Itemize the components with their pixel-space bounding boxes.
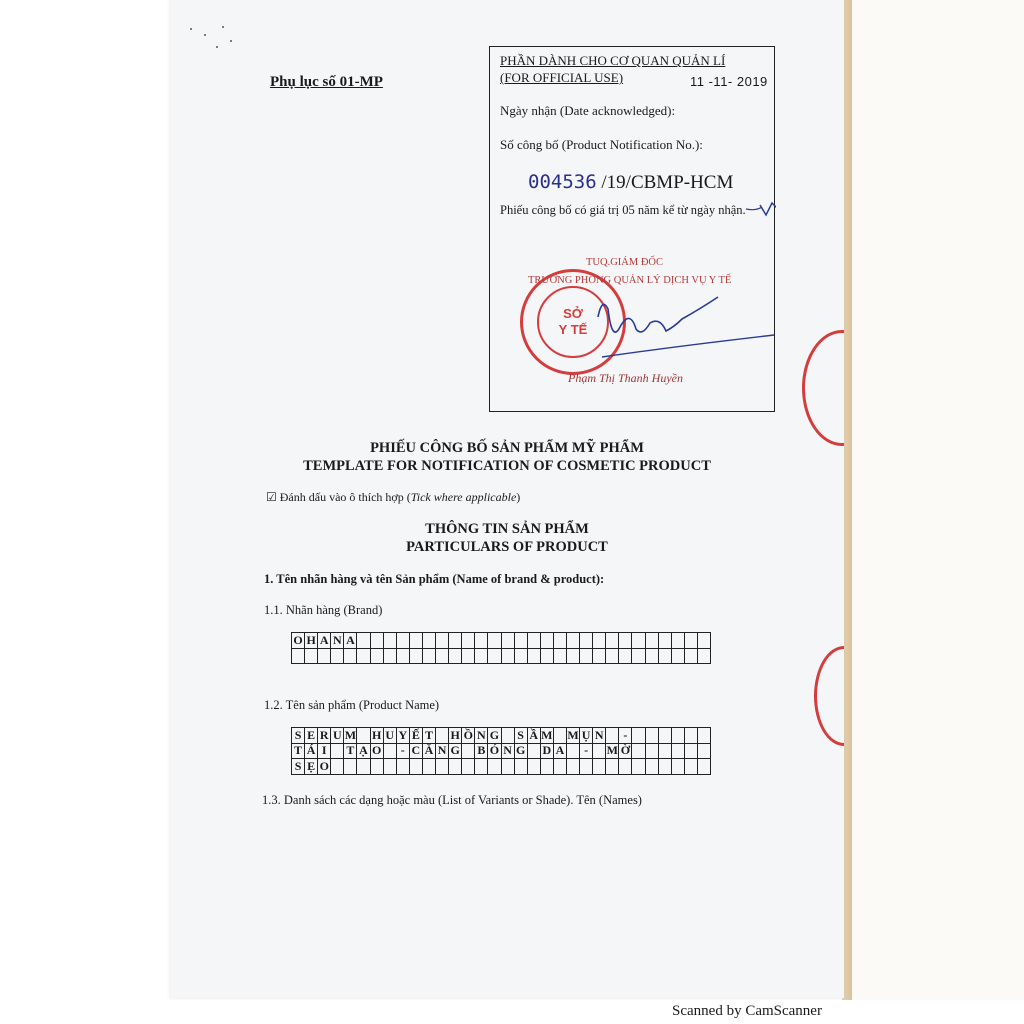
- signer-name: Phạm Thị Thanh Huyền: [568, 371, 683, 385]
- validity-note: Phiếu công bố có giá trị 05 năm kể từ ngày nhận.: [500, 203, 746, 217]
- grid-cell: N: [436, 743, 449, 759]
- grid-cell: [370, 759, 383, 775]
- grid-cell: [331, 759, 344, 775]
- grid-cell: [357, 633, 370, 649]
- grid-cell: [606, 759, 619, 775]
- grid-cell: [645, 759, 658, 775]
- grid-cell: [462, 633, 475, 649]
- grid-cell: [684, 759, 697, 775]
- grid-cell: [514, 759, 527, 775]
- grid-cell: [566, 633, 579, 649]
- grid-cell: [436, 648, 449, 664]
- grid-cell: [409, 648, 422, 664]
- signature-mark: [490, 47, 776, 413]
- grid-cell: G: [489, 727, 500, 742]
- grid-cell: [422, 759, 435, 775]
- grid-cell: [488, 633, 501, 649]
- received-date: 11 -11- 2019: [690, 74, 768, 89]
- grid-cell: [632, 633, 645, 649]
- grid-cell: [593, 633, 606, 649]
- grid-cell: [501, 759, 514, 775]
- grid-cell: H: [306, 632, 316, 647]
- grid-cell: Ă: [422, 743, 435, 759]
- date-acknowledged-label: Ngày nhận (Date acknowledged):: [500, 103, 676, 118]
- grid-cell: [606, 633, 619, 649]
- grid-cell: [553, 648, 566, 664]
- grid-cell: [357, 759, 370, 775]
- grid-cell: [370, 633, 383, 649]
- grid-cell: [475, 759, 488, 775]
- grid-cell: [553, 728, 566, 744]
- grid-cell: [436, 728, 449, 744]
- grid-cell: [619, 633, 632, 649]
- grid-cell: [540, 648, 553, 664]
- grid-cell: [501, 648, 514, 664]
- grid-cell: U: [331, 728, 344, 744]
- grid-cell: [475, 633, 488, 649]
- grid-cell: G: [515, 743, 526, 758]
- grid-cell: Ụ: [580, 728, 593, 744]
- grid-cell: [632, 743, 645, 759]
- grid-cell: M: [606, 743, 618, 758]
- grid-cell: B: [475, 743, 488, 759]
- particulars-en: PARTICULARS OF PRODUCT: [406, 539, 608, 555]
- grid-cell: [697, 648, 710, 664]
- grid-cell: [553, 759, 566, 775]
- notification-no-label: Số công bố (Product Notification No.):: [500, 137, 703, 152]
- grid-cell: [658, 743, 671, 759]
- notification-number-suffix: /19/CBMP-HCM: [596, 172, 734, 193]
- grid-cell: [409, 633, 422, 649]
- grid-cell: [671, 743, 684, 759]
- grid-cell: [606, 648, 619, 664]
- grid-cell: [606, 728, 619, 744]
- grid-cell: [645, 633, 658, 649]
- edge-seal-1: [802, 330, 844, 446]
- grid-cell: [331, 743, 344, 759]
- tick-instruction: [266, 490, 520, 505]
- grid-cell: [514, 633, 527, 649]
- grid-cell: [527, 633, 540, 649]
- grid-cell: O: [293, 632, 303, 647]
- tick-instruction-vi: ☑ Đánh dấu vào ô thích hợp (: [266, 490, 411, 504]
- grid-cell: [396, 759, 409, 775]
- grid-cell: [684, 633, 697, 649]
- grid-cell: [593, 648, 606, 664]
- grid-row: [292, 648, 711, 664]
- grid-cell: [383, 743, 396, 759]
- document-page: [170, 0, 844, 998]
- grid-cell: N: [593, 728, 606, 744]
- title-en: TEMPLATE FOR NOTIFICATION OF COSMETIC PRODUCT: [303, 458, 711, 474]
- grid-cell: N: [475, 728, 488, 744]
- grid-cell: [501, 633, 514, 649]
- particulars-vi: THÔNG TIN SẢN PHẨM: [425, 521, 589, 537]
- brand-label: 1.1. Nhãn hàng (Brand): [264, 603, 383, 617]
- grid-cell: [593, 759, 606, 775]
- grid-cell: [658, 648, 671, 664]
- grid-cell: [632, 759, 645, 775]
- grid-cell: [305, 648, 318, 664]
- grid-row: [292, 633, 711, 649]
- grid-cell: G: [450, 743, 460, 758]
- notification-number-stamp: 004536: [528, 171, 597, 193]
- grid-cell: Á: [305, 743, 318, 759]
- tick-instruction-en: Tick where applicable: [410, 490, 517, 504]
- department-title: TRƯỞNG PHÒNG QUẢN LÝ DỊCH VỤ Y TẾ: [528, 275, 732, 286]
- grid-cell: [331, 648, 344, 664]
- appendix-label: Phụ lục số 01-MP: [270, 74, 383, 90]
- grid-cell: [527, 759, 540, 775]
- grid-cell: Ồ: [463, 727, 473, 742]
- grid-cell: [436, 759, 449, 775]
- grid-cell: [540, 633, 553, 649]
- grid-cell: Ẹ: [305, 759, 318, 775]
- grid-cell: T: [292, 743, 305, 759]
- grid-cell: M: [541, 727, 553, 742]
- grid-cell: [580, 759, 593, 775]
- grid-cell: [462, 759, 475, 775]
- grid-cell: A: [344, 633, 357, 649]
- product-name-grid: [291, 727, 711, 775]
- grid-cell: [553, 633, 566, 649]
- grid-cell: S: [514, 728, 527, 744]
- grid-cell: [619, 759, 632, 775]
- grid-cell: R: [318, 728, 331, 744]
- tick-instruction-close: ): [516, 490, 521, 504]
- grid-cell: [436, 633, 449, 649]
- grid-cell: [566, 648, 579, 664]
- grid-cell: [409, 759, 422, 775]
- grid-cell: N: [501, 743, 514, 759]
- grid-cell: A: [553, 743, 566, 759]
- grid-row: [292, 743, 711, 759]
- grid-cell: Ờ: [620, 743, 631, 758]
- grid-cell: M: [344, 727, 357, 742]
- grid-cell: [697, 759, 710, 775]
- grid-cell: H: [450, 727, 460, 742]
- grid-cell: S: [292, 759, 305, 775]
- grid-cell: [658, 728, 671, 744]
- grid-cell: M: [567, 727, 579, 742]
- grid-cell: [684, 728, 697, 744]
- grid-cell: [449, 633, 462, 649]
- grid-cell: [462, 743, 475, 759]
- grid-cell: [527, 743, 540, 759]
- grid-cell: [645, 728, 658, 744]
- grid-cell: [344, 648, 357, 664]
- grid-cell: [370, 648, 383, 664]
- grid-cell: [527, 648, 540, 664]
- grid-cell: H: [371, 727, 382, 742]
- grid-cell: [383, 633, 396, 649]
- official-use-box: [489, 46, 775, 412]
- grid-cell: [580, 648, 593, 664]
- grid-cell: [697, 633, 710, 649]
- grid-cell: [383, 759, 396, 775]
- grid-cell: [449, 648, 462, 664]
- grid-cell: [645, 743, 658, 759]
- grid-cell: N: [331, 633, 344, 649]
- variants-label: 1.3. Danh sách các dạng hoặc màu (List of Variants or Shade). Tên (Names): [262, 793, 642, 807]
- grid-cell: C: [409, 743, 422, 759]
- grid-cell: [422, 648, 435, 664]
- grid-cell: T: [344, 743, 357, 759]
- grid-cell: -: [580, 743, 593, 759]
- grid-cell: O: [319, 758, 329, 773]
- grid-cell: [488, 759, 501, 775]
- grid-cell: [449, 759, 462, 775]
- grid-cell: [396, 633, 409, 649]
- grid-cell: [475, 648, 488, 664]
- grid-cell: [619, 648, 632, 664]
- grid-row: [292, 728, 711, 744]
- grid-cell: [540, 759, 553, 775]
- product-name-label: 1.2. Tên sản phẩm (Product Name): [264, 698, 440, 712]
- grid-cell: D: [540, 743, 553, 759]
- grid-cell: [671, 648, 684, 664]
- official-heading-en: (FOR OFFICIAL USE): [500, 70, 624, 85]
- grid-cell: [501, 728, 514, 744]
- grid-cell: [671, 759, 684, 775]
- grid-cell: I: [318, 743, 331, 759]
- grid-cell: E: [305, 728, 318, 744]
- director-title: TUQ.GIÁM ĐỐC: [586, 257, 663, 268]
- grid-cell: [357, 728, 370, 744]
- grid-cell: [514, 648, 527, 664]
- grid-cell: [645, 648, 658, 664]
- section-1-heading: 1. Tên nhãn hàng và tên Sản phẩm (Name of brand & product):: [264, 572, 605, 586]
- edge-seal-2: [814, 646, 844, 746]
- grid-cell: [684, 648, 697, 664]
- grid-cell: [357, 648, 370, 664]
- brand-grid: [291, 632, 711, 664]
- grid-cell: [697, 743, 710, 759]
- seal-text-1: SỞ: [563, 306, 583, 321]
- grid-cell: [658, 759, 671, 775]
- grid-cell: [566, 743, 579, 759]
- official-heading-vi: PHẦN DÀNH CHO CƠ QUAN QUẢN LÍ: [500, 53, 726, 68]
- grid-cell: Y: [396, 728, 409, 744]
- grid-cell: A: [318, 633, 331, 649]
- grid-cell: [671, 633, 684, 649]
- grid-cell: O: [371, 743, 382, 758]
- grid-cell: [671, 728, 684, 744]
- grid-cell: [344, 759, 357, 775]
- grid-cell: [658, 633, 671, 649]
- grid-cell: [318, 648, 331, 664]
- grid-cell: [593, 743, 606, 759]
- grid-cell: [488, 648, 501, 664]
- seal-text-2: Y TẾ: [558, 322, 588, 337]
- grid-cell: [632, 648, 645, 664]
- grid-cell: [632, 728, 645, 744]
- grid-cell: [697, 728, 710, 744]
- grid-cell: S: [292, 728, 305, 744]
- grid-cell: [566, 759, 579, 775]
- grid-cell: -: [619, 728, 632, 744]
- grid-cell: Ạ: [357, 743, 370, 759]
- grid-cell: [292, 648, 305, 664]
- grid-cell: [462, 648, 475, 664]
- grid-cell: [383, 648, 396, 664]
- grid-cell: [580, 633, 593, 649]
- grid-cell: [684, 743, 697, 759]
- grid-cell: Ế: [409, 728, 422, 744]
- grid-cell: Ó: [489, 743, 500, 758]
- scanner-footer: Scanned by CamScanner: [672, 1003, 822, 1019]
- title-vi: PHIẾU CÔNG BỐ SẢN PHẨM MỸ PHẨM: [370, 440, 644, 456]
- grid-cell: Ầ: [527, 728, 540, 744]
- grid-cell: [396, 648, 409, 664]
- grid-cell: U: [383, 728, 396, 744]
- grid-cell: [422, 633, 435, 649]
- grid-cell: T: [422, 728, 435, 744]
- grid-row: [292, 759, 711, 775]
- grid-cell: -: [396, 743, 409, 759]
